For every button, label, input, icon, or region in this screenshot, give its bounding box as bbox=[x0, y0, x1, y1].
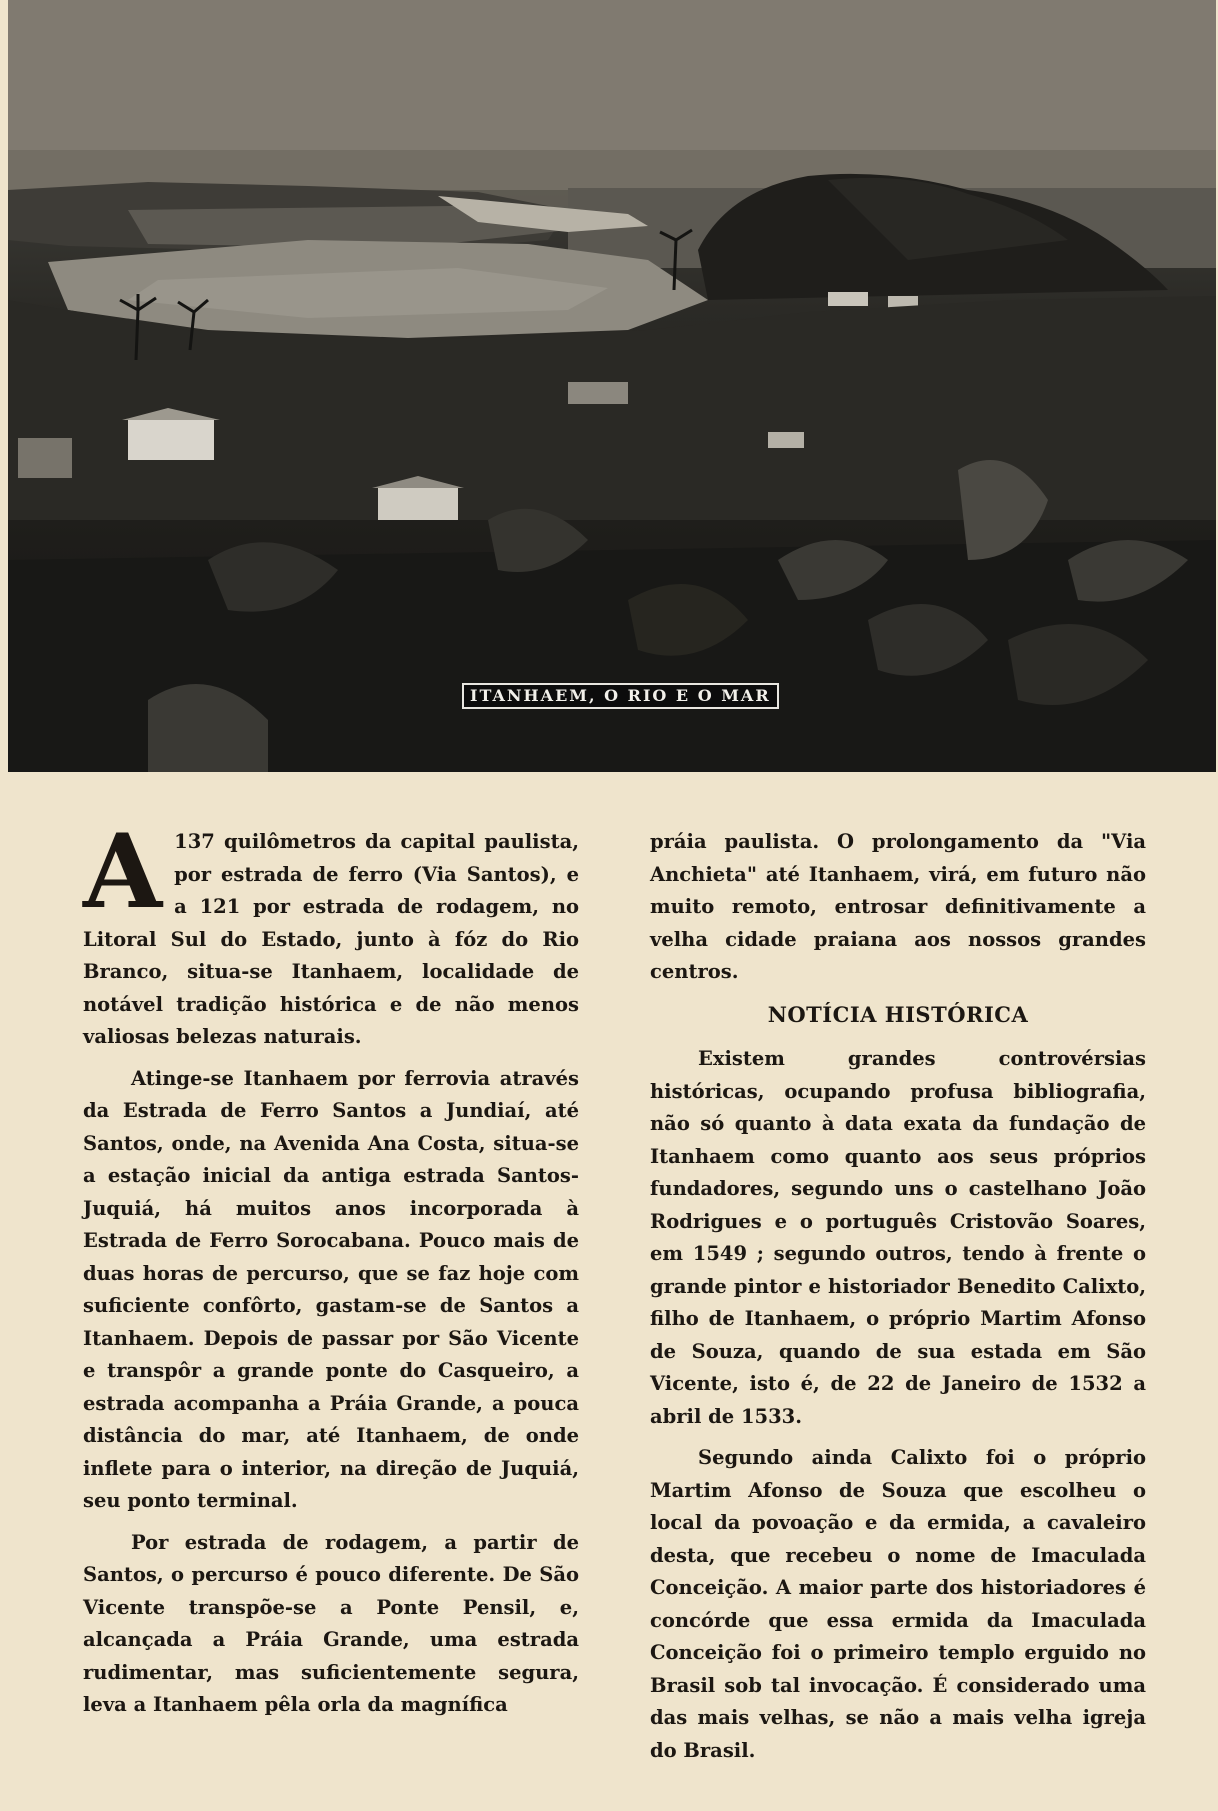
paragraph-history: Existem grandes controvérsias históricas, ocupando profusa bibliografia, não só quanto à data exata da fundação de Itanhaem como quanto aos seus próprios fundadores, segundo uns o castelhano João Rodrigues e o português Cristovão Soares, em 1549 ; segundo outros, tendo à frente o grande pintor e historiador Benedito Calixto, filho de Itanhaem, o próprio Martim Afonso de Souza, quando de sua estada em São Vicente, isto é, de 22 de Janeiro de 1532 a abril de 1533. bbox=[650, 1047, 1146, 1428]
left-column bbox=[83, 812, 579, 1731]
right-column bbox=[650, 826, 1146, 1776]
photo-caption: ITANHAEM, O RIO E O MAR bbox=[462, 683, 779, 709]
paragraph-intro bbox=[83, 812, 579, 1054]
landscape-photo bbox=[8, 0, 1216, 772]
paragraph-railway: Atinge-se Itanhaem por ferrovia através da Estrada de Ferro Santos a Jundiaí, até Santos, onde, na Avenida Ana Costa, situa-se a estação inicial da antiga estrada Santos-Juquiá, há muitos anos incorporada à Estrada de Ferro Sorocabana. Pouco mais de duas horas de percurso, que se faz hoje com suficiente confôrto, gastam-se de Santos a Itanhaem. Depois de passar por São Vicente e transpôr a grande ponte do Casqueiro, a estrada acompanha a Práia Grande, a pouca distância do mar, até Itanhaem, de onde inflete para o interior, na direção de Juquiá, seu ponto terminal. bbox=[83, 1066, 579, 1512]
paragraph-intro-text: 137 quilômetros da capital paulista, por estrada de ferro (Via Santos), e a 121 por estrada de rodagem, no Litoral Sul do Estado, junto à fóz do Rio Branco, situa-se Itanhaem, localidade de notável tradição histórica e de não menos valiosas belezas naturais. bbox=[83, 830, 579, 1048]
paragraph-continued: práia paulista. O prolongamento da "Via Anchieta" até Itanhaem, virá, em futuro não muito remoto, entrosar definitivamente a velha cidade praiana aos nossos grandes centros. bbox=[650, 830, 1146, 983]
drop-cap: A bbox=[83, 812, 163, 932]
paragraph-calixto: Segundo ainda Calixto foi o próprio Martim Afonso de Souza que escolheu o local da povoação e da ermida, a cavaleiro desta, que recebeu o nome de Imaculada Conceição. A maior parte dos historiadores é concórde que essa ermida da Imaculada Conceição foi o primeiro templo erguido no Brasil sob tal invocação. É considerado uma das mais velhas, se não a mais velha igreja do Brasil. bbox=[650, 1446, 1146, 1762]
section-heading: NOTÍCIA HISTÓRICA bbox=[767, 1001, 1029, 1027]
landscape-illustration bbox=[8, 0, 1216, 772]
paragraph-road: Por estrada de rodagem, a partir de Santos, o percurso é pouco diferente. De São Vicente transpõe-se a Ponte Pensil, e, alcançada a Práia Grande, uma estrada rudimentar, mas suficientemente segura, leva a Itanhaem pêla orla da magnífica bbox=[83, 1530, 579, 1716]
